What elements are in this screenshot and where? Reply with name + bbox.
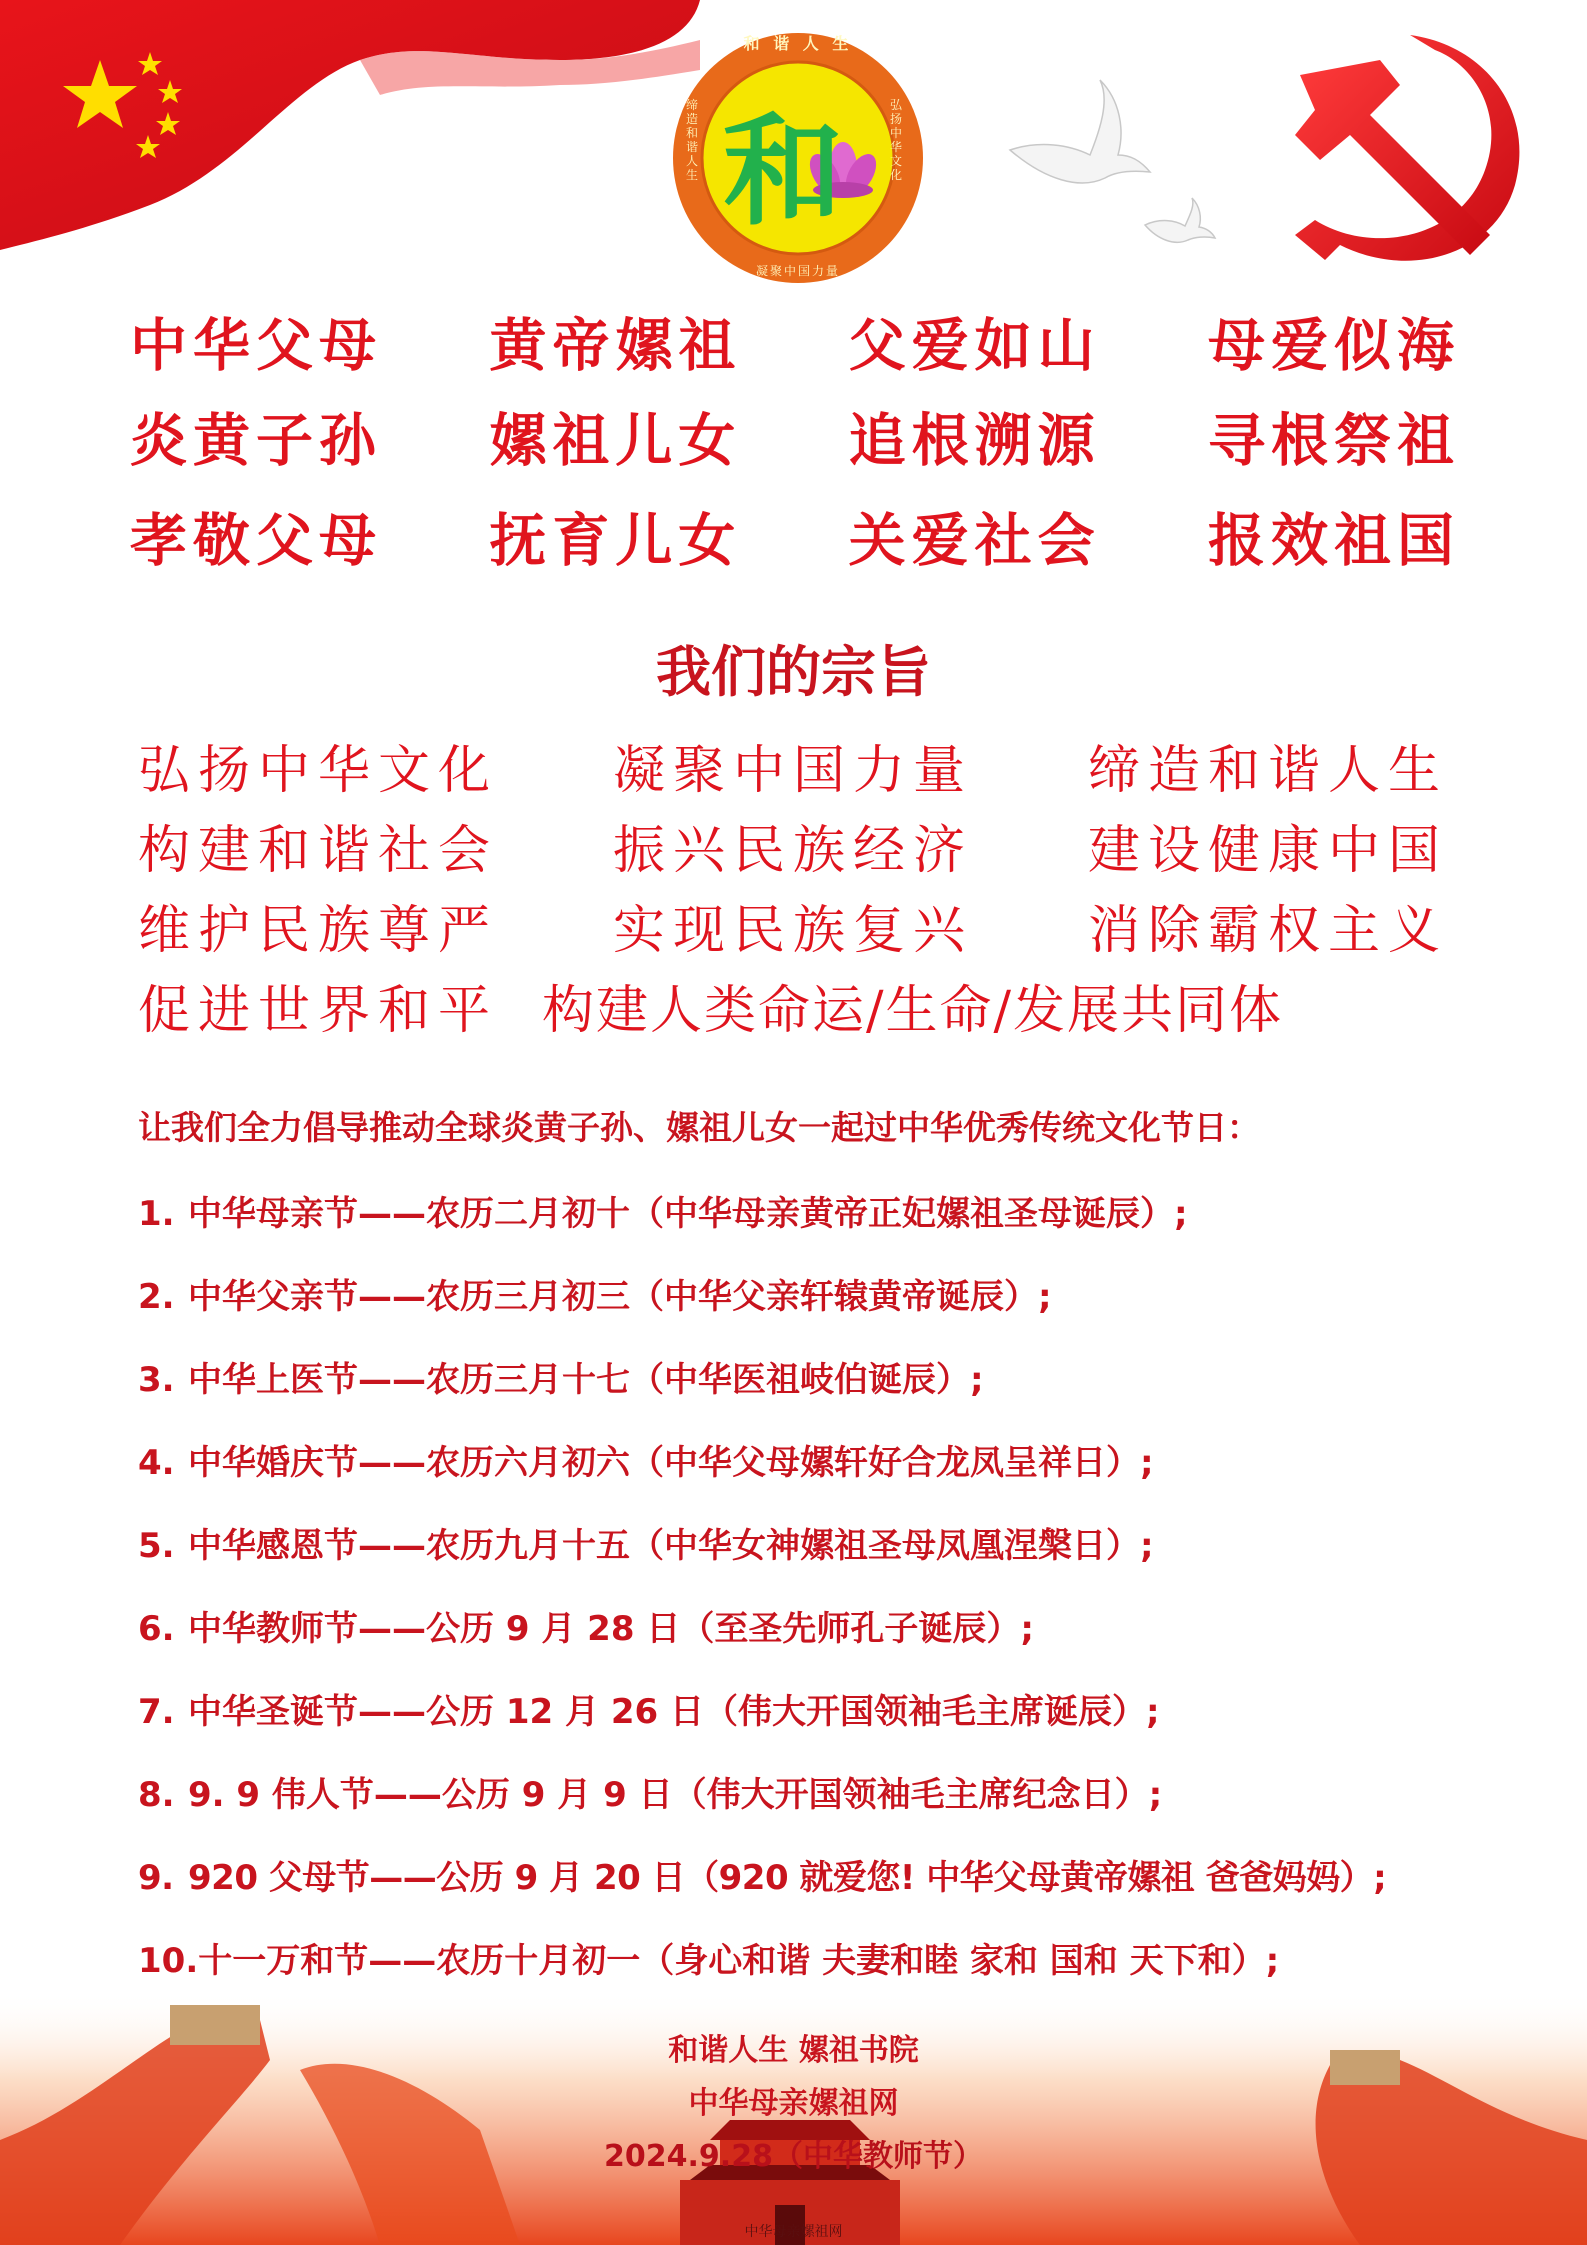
purpose-row-4 xyxy=(138,968,1448,1043)
list-text: 中华母亲节——农历二月初十（中华母亲黄帝正妃嫘祖圣母诞辰）; xyxy=(188,1194,1188,1234)
list-number: 2. xyxy=(138,1277,175,1317)
list-text: 920 父母节——公历 9 月 20 日（920 就爱您! 中华父母黄帝嫘祖 爸爸妈妈）; xyxy=(188,1858,1387,1898)
list-number: 1. xyxy=(138,1194,175,1234)
festival-intro: 让我们全力倡导推动全球炎黄子孙、嫘祖儿女一起过中华优秀传统文化节日： xyxy=(138,1108,1260,1147)
slogan-phrase: 抚育儿女 xyxy=(489,507,742,574)
footer-date: 2024.9.28（中华教师节） xyxy=(604,2139,983,2174)
slogan-phrase: 孝敬父母 xyxy=(130,507,382,574)
list-item xyxy=(138,1767,1162,1816)
logo-character: 和 xyxy=(723,101,843,242)
slogan-row-3 xyxy=(130,495,1460,577)
purpose-phrase: 促进世界和平 xyxy=(138,981,499,1041)
purpose-phrase: 缔造和谐人生 xyxy=(1087,741,1448,801)
list-item xyxy=(138,1518,1154,1567)
purpose-row-3 xyxy=(138,888,1448,963)
slogan-row-1 xyxy=(130,300,1460,382)
purpose-phrase: 凝聚中国力量 xyxy=(612,741,973,801)
purpose-phrase: 构建和谐社会 xyxy=(138,821,499,881)
list-number: 7. xyxy=(138,1692,175,1732)
footer-website: 中华母亲嫘祖网 xyxy=(688,2086,899,2121)
slogan-phrase: 中华父母 xyxy=(130,312,382,379)
footer-organization: 和谐人生 嫘祖书院 xyxy=(668,2033,919,2068)
list-text: 中华上医节——农历三月十七（中华医祖岐伯诞辰）; xyxy=(188,1360,984,1400)
purpose-phrase: 建设健康中国 xyxy=(1087,821,1448,881)
party-emblem-icon xyxy=(1260,20,1540,280)
list-item xyxy=(138,1186,1188,1235)
purpose-phrase: 消除霸权主义 xyxy=(1087,901,1448,961)
purpose-row-1 xyxy=(138,728,1448,803)
list-text: 十一万和节——农历十月初一（身心和谐 夫妻和睦 家和 国和 天下和）; xyxy=(198,1941,1280,1981)
purpose-phrase: 弘扬中华文化 xyxy=(138,741,499,801)
purpose-row-2 xyxy=(138,808,1448,883)
logo-ring-right-text: 弘扬中华文化 xyxy=(890,98,903,182)
list-item xyxy=(138,1269,1052,1318)
hexie-rensheng-logo xyxy=(668,28,928,288)
list-text: 9. 9 伟人节——公历 9 月 9 日（伟大开国领袖毛主席纪念日）; xyxy=(188,1775,1163,1815)
purpose-phrase: 实现民族复兴 xyxy=(612,901,973,961)
slogan-phrase: 父爱如山 xyxy=(848,312,1101,379)
list-text: 中华婚庆节——农历六月初六（中华父母嫘轩好合龙凤呈祥日）; xyxy=(188,1443,1154,1483)
list-number: 8. xyxy=(138,1775,175,1815)
slogan-phrase: 黄帝嫘祖 xyxy=(489,312,742,379)
chinese-flag-icon xyxy=(0,0,720,260)
purpose-title: 我们的宗旨 xyxy=(655,640,931,704)
purpose-phrase: 构建人类命运/生命/发展共同体 xyxy=(542,981,1284,1041)
logo-ring-top-text: 和 谐 人 生 xyxy=(743,34,853,53)
list-number: 4. xyxy=(138,1443,175,1483)
logo-ring-left-text: 缔造和谐人生 xyxy=(686,98,699,182)
list-number: 9. xyxy=(138,1858,174,1898)
list-number: 3. xyxy=(138,1360,175,1400)
list-number: 10. xyxy=(138,1941,199,1981)
footer-bottom-note: 中华母亲嫘祖网 xyxy=(744,2224,843,2240)
list-number: 5. xyxy=(138,1526,175,1566)
slogan-phrase: 嫘祖儿女 xyxy=(489,407,742,474)
list-text: 中华感恩节——农历九月十五（中华女神嫘祖圣母凤凰涅槃日）; xyxy=(188,1526,1154,1566)
list-text: 中华教师节——公历 9 月 28 日（至圣先师孔子诞辰）; xyxy=(188,1609,1034,1649)
list-item xyxy=(138,1684,1160,1733)
slogan-phrase: 寻根祭祖 xyxy=(1207,407,1460,474)
slogan-phrase: 母爱似海 xyxy=(1207,312,1460,379)
logo-ring-bottom-text: 凝聚中国力量 xyxy=(755,264,840,278)
slogan-row-2 xyxy=(130,395,1460,477)
list-text: 中华父亲节——农历三月初三（中华父亲轩辕黄帝诞辰）; xyxy=(188,1277,1052,1317)
list-item xyxy=(138,1352,984,1401)
list-item xyxy=(138,1435,1154,1484)
slogan-phrase: 炎黄子孙 xyxy=(130,407,382,474)
doves-icon xyxy=(1000,60,1240,250)
slogan-phrase: 关爱社会 xyxy=(848,507,1101,574)
slogan-phrase: 报效祖国 xyxy=(1207,507,1460,574)
purpose-phrase: 维护民族尊严 xyxy=(138,901,499,961)
list-number: 6. xyxy=(138,1609,175,1649)
list-item xyxy=(138,1933,1279,1982)
list-item xyxy=(138,1601,1034,1650)
purpose-phrase: 振兴民族经济 xyxy=(612,821,973,881)
list-item xyxy=(138,1850,1386,1899)
slogan-phrase: 追根溯源 xyxy=(848,407,1101,474)
list-text: 中华圣诞节——公历 12 月 26 日（伟大开国领袖毛主席诞辰）; xyxy=(188,1692,1160,1732)
